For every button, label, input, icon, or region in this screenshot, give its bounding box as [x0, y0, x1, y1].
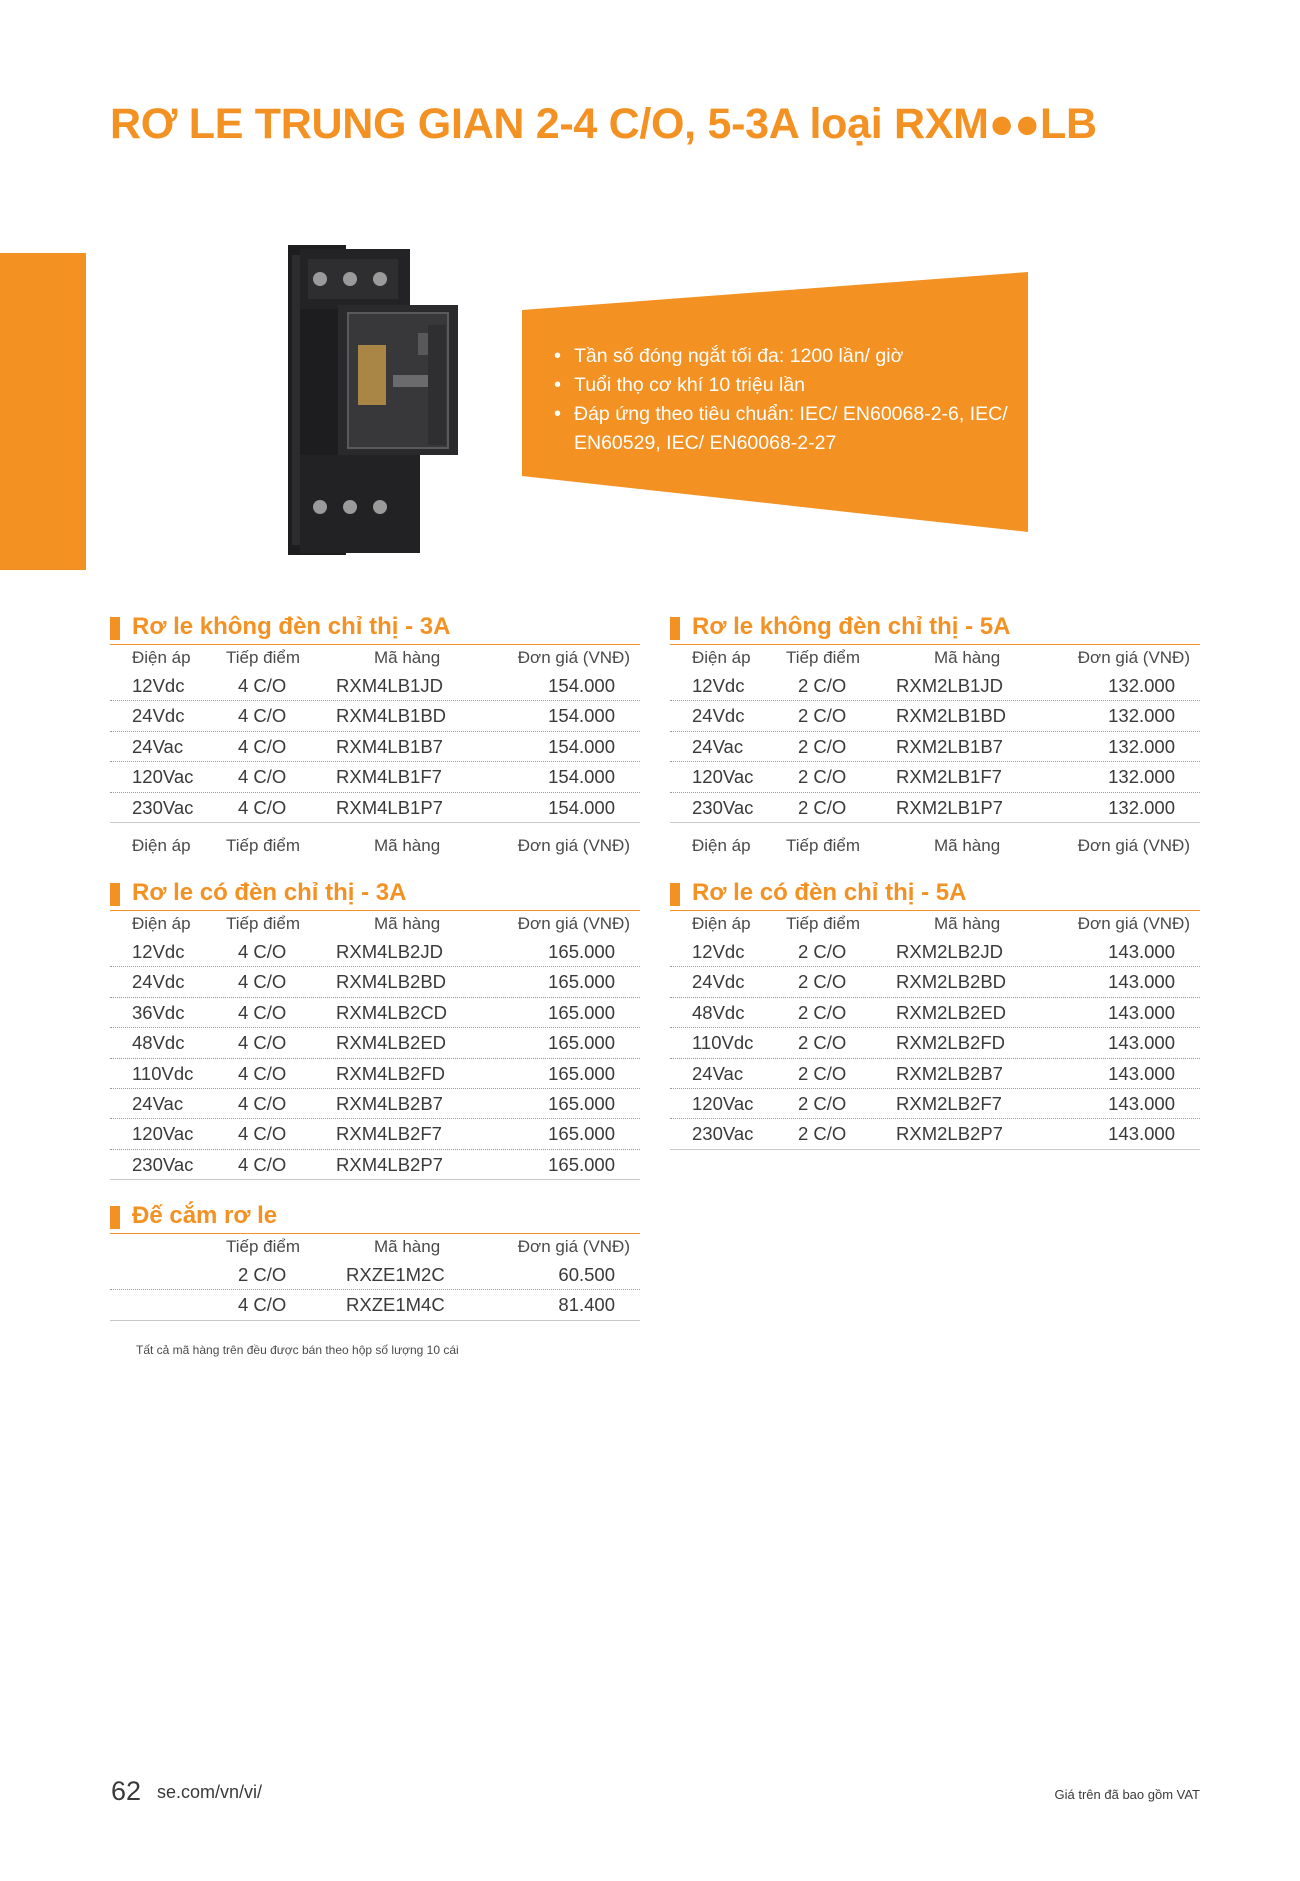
vat-note: Giá trên đã bao gồm VAT [1054, 1787, 1200, 1802]
table-row: 12Vdc 2 C/O RXM2LB1JD 132.000 [670, 671, 1200, 701]
table-led-3a [110, 878, 640, 1180]
table-row: 24Vac 2 C/O RXM2LB1B7 132.000 [670, 732, 1200, 762]
table-row: 2 C/O RXZE1M2C 60.500 [110, 1260, 640, 1290]
table-row: 120Vac 2 C/O RXM2LB2F7 143.000 [670, 1089, 1200, 1119]
orange-side-bar [0, 253, 86, 570]
section-marker [110, 1206, 120, 1229]
table-row: 24Vdc 4 C/O RXM4LB1BD 154.000 [110, 701, 640, 731]
feature-banner [522, 272, 1028, 532]
table-header: Điện áp Tiếp điểm Mã hàng Đơn giá (VNĐ) [132, 836, 630, 855]
table-header: Điện áp Tiếp điểm Mã hàng Đơn giá (VNĐ) [132, 648, 630, 667]
table-header: Điện áp Tiếp điểm Mã hàng Đơn giá (VNĐ) [132, 914, 630, 933]
table-row: 230Vac 2 C/O RXM2LB2P7 143.000 [670, 1119, 1200, 1149]
table-header: Điện áp Tiếp điểm Mã hàng Đơn giá (VNĐ) [692, 836, 1190, 855]
table-row: 4 C/O RXZE1M4C 81.400 [110, 1290, 640, 1320]
section-title: Rơ le có đèn chỉ thị - 5A [670, 878, 1200, 911]
table-row: 24Vac 4 C/O RXM4LB1B7 154.000 [110, 732, 640, 762]
table-no-led-5a [670, 612, 1200, 823]
table-header: Điện áp Tiếp điểm Mã hàng Đơn giá (VNĐ) [692, 914, 1190, 933]
table-row: 48Vdc 4 C/O RXM4LB2ED 165.000 [110, 1028, 640, 1058]
table-socket [110, 1201, 640, 1321]
table-row: 120Vac 4 C/O RXM4LB1F7 154.000 [110, 762, 640, 792]
table-row: 12Vdc 4 C/O RXM4LB2JD 165.000 [110, 937, 640, 967]
section-title: Rơ le không đèn chỉ thị - 3A [110, 612, 640, 645]
section-marker [110, 883, 120, 906]
table-row: 24Vdc 2 C/O RXM2LB2BD 143.000 [670, 967, 1200, 997]
table-row: 24Vac 4 C/O RXM4LB2B7 165.000 [110, 1089, 640, 1119]
feature-list [552, 342, 1012, 458]
feature-item: • Tần số đóng ngắt tối đa: 1200 lần/ giờ [552, 342, 1012, 371]
table-header: Tiếp điểm Mã hàng Đơn giá (VNĐ) [226, 1237, 630, 1256]
feature-item: • Đáp ứng theo tiêu chuẩn: IEC/ EN60068-2-6, IEC/ EN60529, IEC/ EN60068-2-27 [552, 400, 1012, 458]
footer-url[interactable]: se.com/vn/vi/ [157, 1782, 263, 1802]
table-no-led-3a [110, 612, 640, 823]
table-row: 230Vac 4 C/O RXM4LB1P7 154.000 [110, 793, 640, 823]
table-row: 48Vdc 2 C/O RXM2LB2ED 143.000 [670, 998, 1200, 1028]
table-row: 24Vdc 2 C/O RXM2LB1BD 132.000 [670, 701, 1200, 731]
page-title: RƠ LE TRUNG GIAN 2-4 C/O, 5-3A loại RXM●●LB [110, 100, 1097, 148]
table-row: 24Vdc 4 C/O RXM4LB2BD 165.000 [110, 967, 640, 997]
section-marker [670, 883, 680, 906]
table-row: 120Vac 2 C/O RXM2LB1F7 132.000 [670, 762, 1200, 792]
section-marker [670, 617, 680, 640]
table-row: 24Vac 2 C/O RXM2LB2B7 143.000 [670, 1059, 1200, 1089]
page-number: 62 [111, 1776, 142, 1806]
section-title: Đế cắm rơ le [110, 1201, 640, 1234]
footnote: Tất cả mã hàng trên đều được bán theo hộp số lượng 10 cái [136, 1343, 459, 1357]
table-row: 110Vdc 2 C/O RXM2LB2FD 143.000 [670, 1028, 1200, 1058]
table-row: 12Vdc 4 C/O RXM4LB1JD 154.000 [110, 671, 640, 701]
section-title: Rơ le có đèn chỉ thị - 3A [110, 878, 640, 911]
table-led-5a [670, 878, 1200, 1150]
table-row: 230Vac 2 C/O RXM2LB1P7 132.000 [670, 793, 1200, 823]
table-row: 12Vdc 2 C/O RXM2LB2JD 143.000 [670, 937, 1200, 967]
table-header: Điện áp Tiếp điểm Mã hàng Đơn giá (VNĐ) [692, 648, 1190, 667]
section-marker [110, 617, 120, 640]
table-row: 120Vac 4 C/O RXM4LB2F7 165.000 [110, 1119, 640, 1149]
section-title: Rơ le không đèn chỉ thị - 5A [670, 612, 1200, 645]
table-row: 110Vdc 4 C/O RXM4LB2FD 165.000 [110, 1059, 640, 1089]
feature-item: • Tuổi thọ cơ khí 10 triệu lần [552, 371, 1012, 400]
relay-product-image [278, 245, 518, 565]
table-row: 36Vdc 4 C/O RXM4LB2CD 165.000 [110, 998, 640, 1028]
table-row: 230Vac 4 C/O RXM4LB2P7 165.000 [110, 1150, 640, 1180]
